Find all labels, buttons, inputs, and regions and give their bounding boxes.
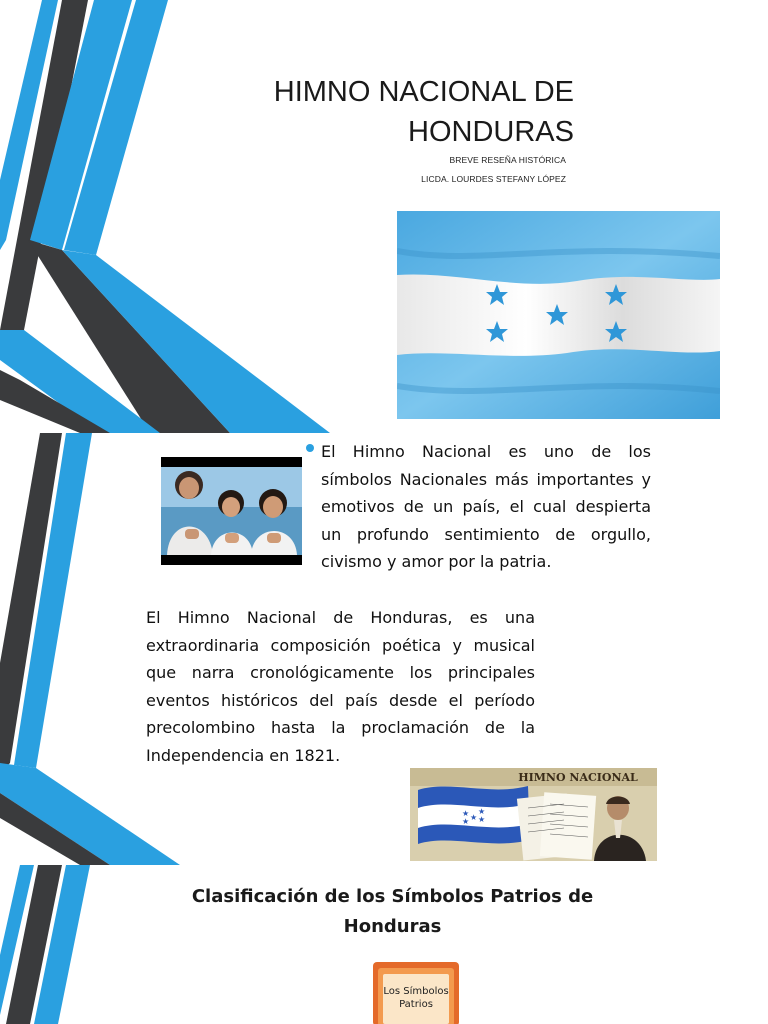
content-slide (0, 433, 768, 865)
svg-text:★: ★ (462, 817, 470, 826)
svg-text:★: ★ (478, 807, 486, 816)
subtitle-author: LICDA. LOURDES STEFANY LÓPEZ (421, 174, 566, 184)
title-line-2: HONDURAS (408, 116, 574, 148)
anthem-description: El Himno Nacional de Honduras, es una extraordinaria composición poética y musical que narra cronológicamente los principales eventos históricos del país desde el período precolombino hasta la proclamación de la Independencia en 1821. (146, 608, 535, 765)
title-slide (0, 0, 768, 433)
title-line-1: HIMNO NACIONAL DE (273, 76, 574, 108)
bullet-icon (306, 444, 314, 452)
anthem-banner-image (410, 768, 657, 861)
bullet-point (306, 438, 651, 576)
section-title: Clasificación de los Símbolos Patrios de Honduras (191, 886, 594, 937)
svg-text:★: ★ (462, 809, 470, 818)
children-singing-image (161, 457, 302, 565)
symbols-book-label: Los Símbolos Patrios (383, 986, 449, 1010)
decorative-stripes (0, 0, 340, 433)
bullet-text: El Himno Nacional es uno de los símbolos Nacionales más importantes y emotivos de un país, el cual despierta un profundo sentimiento de orgullo, civismo y amor por la patria. (321, 442, 651, 572)
decorative-stripes (0, 865, 100, 1024)
svg-text:★: ★ (470, 813, 478, 822)
svg-text:★: ★ (478, 815, 486, 824)
symbols-slide (0, 865, 768, 1024)
anthem-banner-label: HIMNO NACIONAL (518, 771, 638, 784)
subtitle-review: BREVE RESEÑA HISTÓRICA (449, 155, 566, 165)
honduras-flag-image (397, 211, 720, 419)
page-title (214, 72, 574, 152)
